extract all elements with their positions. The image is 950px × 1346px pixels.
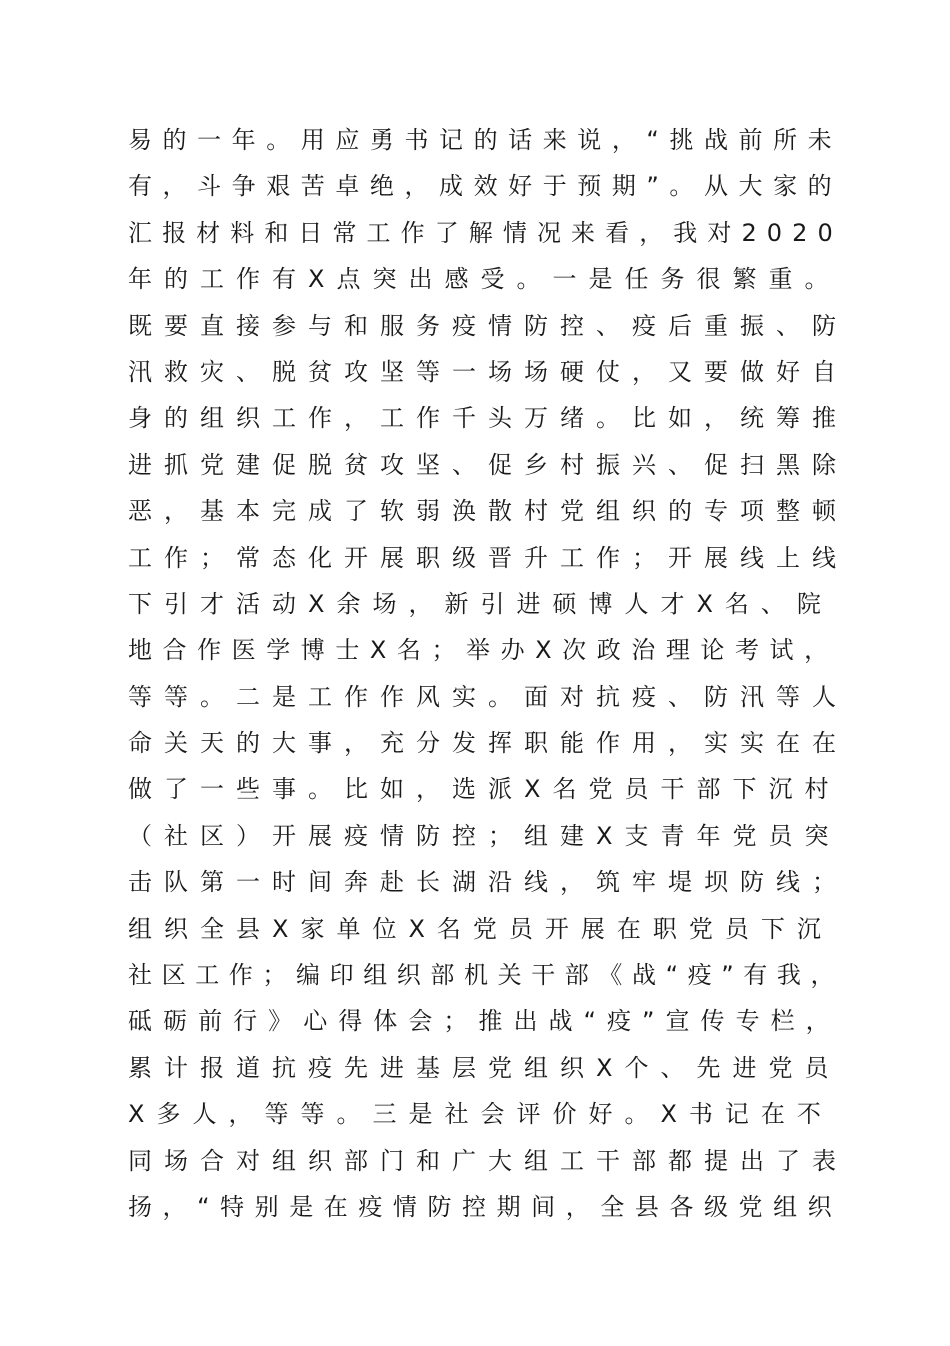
text-line-24: 扬，“特别是在疫情防控期间，全县各级党组织: [128, 1192, 843, 1221]
text-line-9: 恶，基本完成了软弱涣散村党组织的专项整顿: [128, 497, 848, 526]
text-line-16: （社区）开展疫情防控；组建X支青年党员突: [128, 821, 841, 850]
text-line-12: 地合作医学博士X名；举办X次政治理论考试，: [128, 636, 839, 665]
text-line-20: 砥砺前行》心得体会；推出战“疫”宣传专栏，: [128, 1007, 841, 1036]
text-line-17: 击队第一时间奔赴长湖沿线，筑牢堤坝防线；: [128, 868, 848, 897]
text-line-3: 汇报材料和日常工作了解情况来看，我对2020: [128, 218, 843, 247]
text-line-4: 年的工作有X点突出感受。一是任务很繁重。: [128, 265, 841, 294]
text-line-8: 进抓党建促脱贫攻坚、促乡村振兴、促扫黑除: [128, 450, 848, 479]
text-line-18: 组织全县X家单位X名党员开展在职党员下沉: [128, 914, 833, 943]
text-line-2: 有，斗争艰苦卓绝，成效好于预期”。从大家的: [128, 172, 843, 201]
text-line-15: 做了一些事。比如，选派X名党员干部下沉村: [128, 775, 841, 804]
text-line-7: 身的组织工作，工作千头万绪。比如，统筹推: [128, 404, 848, 433]
text-line-11: 下引才活动X余场，新引进硕博人才X名、院: [128, 589, 833, 618]
text-line-1: 易的一年。用应勇书记的话来说，“挑战前所未: [128, 126, 843, 154]
text-line-14: 命关天的大事，充分发挥职能作用，实实在在: [128, 729, 848, 758]
text-line-13: 等等。二是工作作风实。面对抗疫、防汛等人: [128, 682, 848, 711]
text-line-21: 累计报道抗疫先进基层党组织X个、先进党员: [128, 1053, 841, 1082]
text-line-19: 社区工作；编印组织部机关干部《战“疫”有我，: [128, 961, 845, 990]
text-line-5: 既要直接参与和服务疫情防控、疫后重振、防: [128, 311, 848, 340]
text-line-6: 汛救灾、脱贫攻坚等一场场硬仗，又要做好自: [128, 357, 848, 386]
text-line-23: 同场合对组织部门和广大组工干部都提出了表: [128, 1146, 848, 1175]
text-line-10: 工作；常态化开展职级晋升工作；开展线上线: [128, 543, 848, 572]
text-line-22: X多人，等等。三是社会评价好。X书记在不: [128, 1100, 833, 1129]
body-text: [128, 117, 848, 1230]
